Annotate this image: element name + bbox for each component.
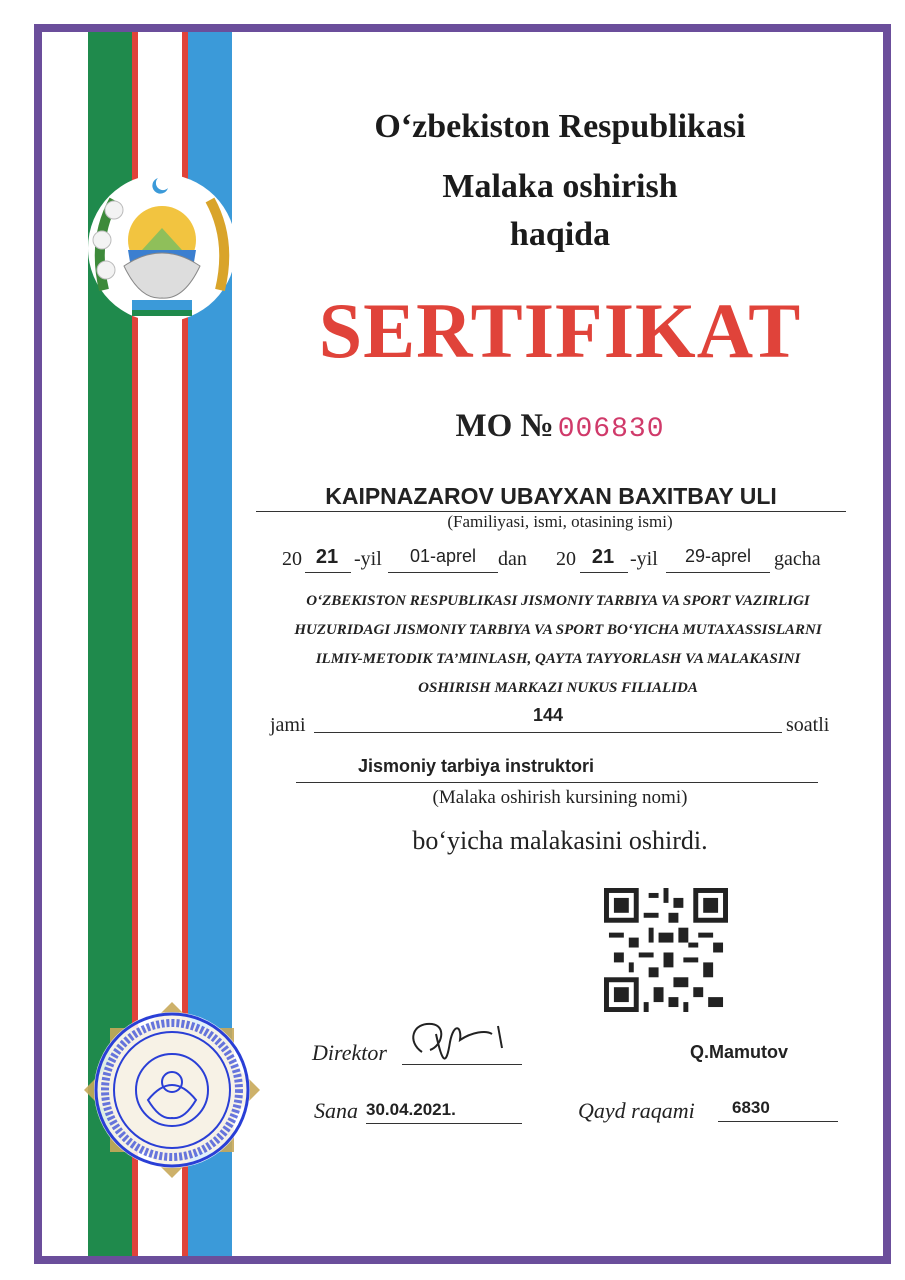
year2-underline	[580, 572, 628, 573]
header-line-2: Malaka oshirish	[442, 168, 678, 205]
period-yil-1: -yil	[354, 548, 382, 570]
period-prefix-2: 20	[556, 548, 576, 570]
institution-line-1: O‘ZBEKISTON RESPUBLIKASI JISMONIY TARBIYA VA SPORT VAZIRLIGI	[306, 593, 810, 609]
date-value: 30.04.2021.	[366, 1100, 456, 1119]
course-underline	[296, 782, 818, 783]
reg-value: 6830	[732, 1098, 770, 1117]
date-underline	[366, 1123, 522, 1124]
course-caption: (Malaka oshirish kursining nomi)	[432, 787, 688, 808]
hours-soatli-label: soatli	[786, 714, 830, 736]
name-caption: (Familiyasi, ismi, otasining ismi)	[447, 512, 673, 531]
hours-underline	[314, 732, 782, 733]
certificate-number	[300, 408, 820, 445]
period-date-2: 29-aprel	[684, 546, 752, 566]
hours-jami-label: jami	[270, 714, 306, 736]
period-year-1: 21	[315, 546, 339, 568]
coat-of-arms-emblem	[84, 170, 240, 326]
year1-underline	[305, 572, 351, 573]
date2-underline	[666, 572, 770, 573]
reg-label: Qayd raqami	[578, 1098, 695, 1123]
period-date-1: 01-aprel	[409, 546, 477, 566]
director-label: Direktor	[312, 1040, 387, 1065]
qr-code	[604, 888, 728, 1012]
period-gacha: gacha	[774, 548, 821, 570]
period-prefix-1: 20	[282, 548, 302, 570]
header-line-1: O‘zbekiston Respublikasi	[374, 108, 746, 145]
number-value: 006830	[557, 414, 665, 445]
header-line-3: haqida	[509, 216, 611, 253]
hours-value: 144	[532, 705, 564, 725]
number-prefix: MO №	[455, 408, 554, 444]
official-seal-stamp	[82, 1000, 262, 1180]
reg-underline	[718, 1121, 838, 1122]
closing-text: bo‘yicha malakasini oshirdi.	[412, 826, 708, 855]
institution-line-3: ILMIY-METODIK TA’MINLASH, QAYTA TAYYORLASH VA MALAKASINI	[315, 651, 801, 667]
director-name: Q.Mamutov	[690, 1042, 789, 1062]
certificate-title: SERTIFIKAT	[318, 287, 802, 374]
director-underline	[402, 1064, 522, 1065]
course-name: Jismoniy tarbiya instruktori	[357, 756, 595, 776]
institution-line-4: OSHIRISH MARKAZI NUKUS FILIALIDA	[418, 680, 698, 696]
period-dan: dan	[498, 548, 527, 570]
date-label: Sana	[314, 1098, 358, 1123]
period-year-2: 21	[591, 546, 615, 568]
date1-underline	[388, 572, 498, 573]
recipient-name: KAIPNAZAROV UBAYXAN BAXITBAY ULI	[325, 483, 777, 509]
institution-line-2: HUZURIDAGI JISMONIY TARBIYA VA SPORT BO‘YICHA MUTAXASSISLARNI	[294, 622, 822, 638]
period-yil-2: -yil	[630, 548, 658, 570]
director-signature	[402, 1012, 522, 1068]
